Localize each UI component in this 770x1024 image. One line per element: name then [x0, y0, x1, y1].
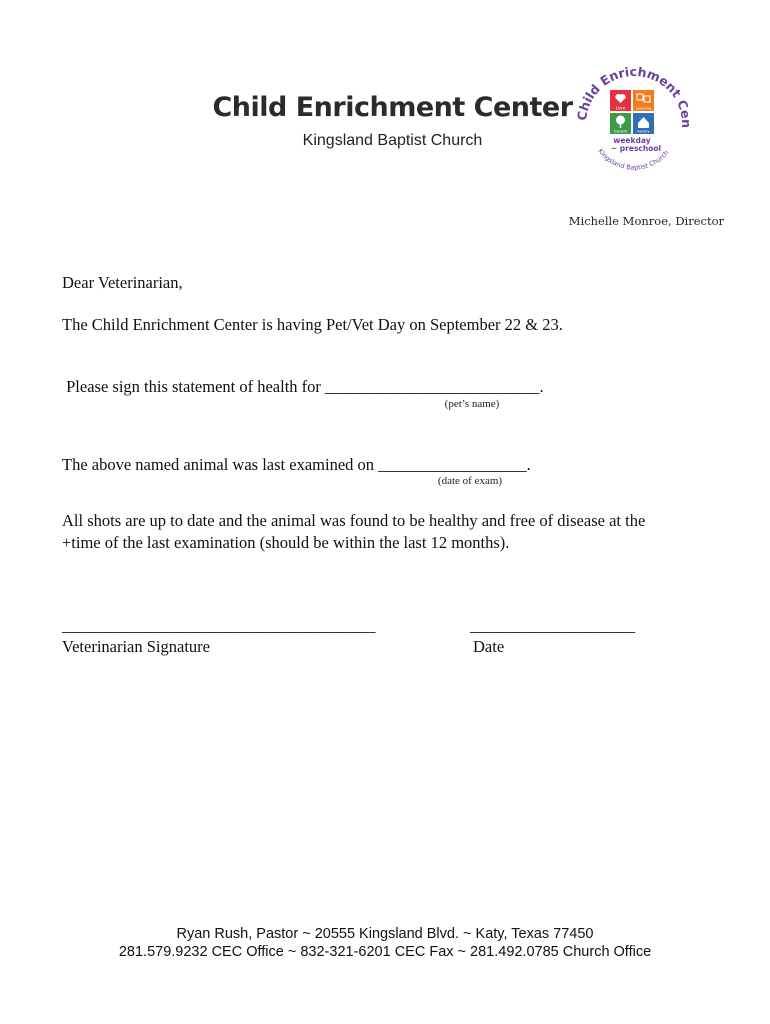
tile-love: [610, 90, 631, 111]
logo-arc-text: Child Enrichment Cen: [574, 63, 695, 129]
intro-paragraph: The Child Enrichment Center is having Pet/Vet Day on September 22 & 23.: [62, 315, 563, 334]
shots-statement-line-1: All shots are up to date and the animal was found to be healthy and free of disease at the: [62, 511, 646, 530]
tile-family: [633, 113, 654, 134]
footer-phones: 281.579.9232 CEC Office ~ 832-321-6201 CEC Fax ~ 281.492.0785 Church Office: [118, 944, 652, 960]
svg-text:Learning: Learning: [635, 106, 652, 111]
exam-statement-line: The above named animal was last examined on __________________.: [62, 455, 531, 474]
logo-preschool-text: ~ preschool: [610, 144, 662, 153]
sign-request-line: Please sign this statement of health for __________________________.: [62, 377, 544, 396]
logo: [572, 62, 696, 186]
logo-weekday-text: weekday: [613, 136, 651, 145]
signature-label: Veterinarian Signature: [62, 637, 210, 656]
greeting: Dear Veterinarian,: [62, 273, 183, 292]
signature-line: ______________________________________: [62, 616, 376, 635]
logo-badge: [572, 62, 696, 186]
pet-name-caption: (pet’s name): [444, 398, 500, 410]
organization-subtitle: Kingsland Baptist Church: [302, 132, 483, 149]
svg-text:Growth: Growth: [613, 128, 628, 134]
date-of-exam-caption: (date of exam): [437, 475, 503, 487]
footer-address: Ryan Rush, Pastor ~ 20555 Kingsland Blvd. ~ Katy, Texas 77450: [176, 926, 594, 942]
date-label: Date: [473, 637, 505, 656]
organization-title: Child Enrichment Center: [212, 92, 573, 123]
date-line: ____________________: [470, 616, 635, 635]
tile-growth: [610, 113, 631, 134]
logo-bottom-arc-text: Kingsland Baptist Church: [596, 147, 671, 172]
tile-learning: [633, 90, 654, 111]
svg-text:Family: Family: [637, 128, 650, 134]
svg-text:Love: Love: [615, 105, 626, 111]
director-name: Michelle Monroe, Director: [568, 214, 724, 228]
shots-statement-line-2: +time of the last examination (should be within the last 12 months).: [62, 533, 510, 552]
